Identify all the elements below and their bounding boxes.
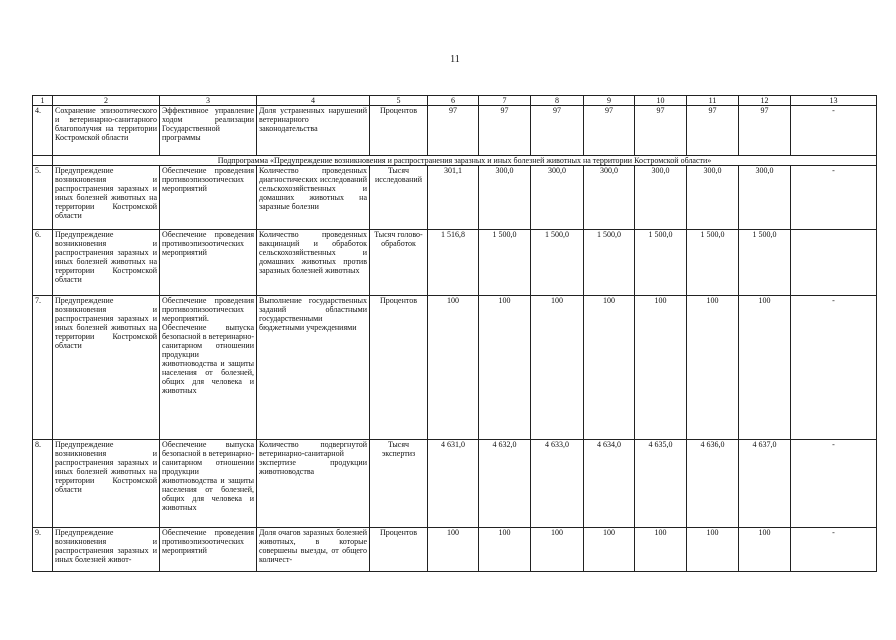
- row-number: 7.: [33, 296, 53, 440]
- column-number: 6: [428, 96, 479, 106]
- unit-cell: Процентов: [370, 106, 428, 156]
- value-cell: 97: [739, 106, 791, 156]
- value-cell: 100: [635, 296, 687, 440]
- value-cell: 100: [687, 528, 739, 572]
- value-cell: 100: [584, 296, 635, 440]
- subprogram-row: [33, 156, 877, 166]
- value-cell: 1 516,8: [428, 230, 479, 296]
- table-row: [33, 166, 877, 230]
- value-cell: 100: [635, 528, 687, 572]
- value-cell: 100: [479, 296, 531, 440]
- value-cell: 97: [687, 106, 739, 156]
- value-cell: 4 637,0: [739, 440, 791, 528]
- page-number: 11: [450, 54, 460, 65]
- column-number: 7: [479, 96, 531, 106]
- value-cell: -: [791, 106, 877, 156]
- value-cell: 300,0: [531, 166, 584, 230]
- value-cell: 300,0: [687, 166, 739, 230]
- unit-cell: Тысяч голово-обработок: [370, 230, 428, 296]
- column-number: 8: [531, 96, 584, 106]
- value-cell: 97: [635, 106, 687, 156]
- value-cell: 1 500,0: [479, 230, 531, 296]
- row-number: 4.: [33, 106, 53, 156]
- value-cell: -: [791, 440, 877, 528]
- indicator-cell: Доля очагов заразных болезней животных, в которые совершены выезды, от общего количест-: [257, 528, 370, 572]
- task-cell: Обеспечение проведения противоэпизоотических мероприятий. Обеспечение выпуска безопасной в ветеринарно-санитарном отношении продукции животноводства и защиты населения от болезней, общих для человека и животных: [160, 296, 257, 440]
- goal-cell: Предупреждение возникновения и распространения заразных и иных болезней животных на территории Костромской области: [53, 230, 160, 296]
- table-row: [33, 440, 877, 528]
- row-number: 9.: [33, 528, 53, 572]
- value-cell: 4 636,0: [687, 440, 739, 528]
- column-number: 3: [160, 96, 257, 106]
- value-cell: 100: [428, 528, 479, 572]
- value-cell: 301,1: [428, 166, 479, 230]
- subprogram-title: Подпрограмма «Предупреждение возникновения и распространения заразных и иных болезней животных на территории Костромской области»: [53, 156, 877, 166]
- table-row: [33, 528, 877, 572]
- value-cell: 300,0: [479, 166, 531, 230]
- value-cell: 4 631,0: [428, 440, 479, 528]
- value-cell: [791, 230, 877, 296]
- indicator-cell: Количество проведенных диагностических исследований сельскохозяйственных и домашних животных на заразные болезни: [257, 166, 370, 230]
- value-cell: 4 635,0: [635, 440, 687, 528]
- value-cell: 100: [584, 528, 635, 572]
- goal-cell: Предупреждение возникновения и распространения заразных и иных болезней животных на территории Костромской области: [53, 440, 160, 528]
- table-row: [33, 106, 877, 156]
- unit-cell: Тысяч экспертиз: [370, 440, 428, 528]
- value-cell: 1 500,0: [635, 230, 687, 296]
- column-number: 4: [257, 96, 370, 106]
- goal-cell: Сохранение эпизоотического и ветеринарно-санитарного благополучия на территории Костромской области: [53, 106, 160, 156]
- value-cell: 4 633,0: [531, 440, 584, 528]
- goal-cell: Предупреждение возникновения и распространения заразных и иных болезней животных на территории Костромской области: [53, 296, 160, 440]
- column-number-row: [33, 96, 877, 106]
- goal-cell: Предупреждение возникновения и распространения заразных и иных болезней живот-: [53, 528, 160, 572]
- value-cell: 100: [428, 296, 479, 440]
- indicator-cell: Количество проведенных вакцинаций и обработок сельскохозяйственных и домашних животных против заразных болезней животных: [257, 230, 370, 296]
- value-cell: 1 500,0: [739, 230, 791, 296]
- value-cell: 4 634,0: [584, 440, 635, 528]
- task-cell: Обеспечение выпуска безопасной в ветеринарно-санитарном отношении продукции животноводства и защиты населения от болезней, общих для человека и животных: [160, 440, 257, 528]
- value-cell: 4 632,0: [479, 440, 531, 528]
- value-cell: 100: [531, 528, 584, 572]
- task-cell: Обеспечение проведения противоэпизоотических мероприятий: [160, 528, 257, 572]
- value-cell: -: [791, 528, 877, 572]
- unit-cell: Тысяч исследований: [370, 166, 428, 230]
- value-cell: 1 500,0: [584, 230, 635, 296]
- value-cell: 100: [739, 296, 791, 440]
- row-number: 5.: [33, 166, 53, 230]
- value-cell: 300,0: [635, 166, 687, 230]
- column-number: 1: [33, 96, 53, 106]
- column-number: 12: [739, 96, 791, 106]
- value-cell: 1 500,0: [687, 230, 739, 296]
- indicator-cell: Доля устраненных нарушений ветеринарного законодательства: [257, 106, 370, 156]
- value-cell: 97: [531, 106, 584, 156]
- task-cell: Обеспечение проведения противоэпизоотических мероприятий: [160, 166, 257, 230]
- task-cell: Обеспечение проведения противоэпизоотических мероприятий: [160, 230, 257, 296]
- table-row: [33, 230, 877, 296]
- column-number: 2: [53, 96, 160, 106]
- task-cell: Эффективное управление ходом реализации Государственной программы: [160, 106, 257, 156]
- column-number: 9: [584, 96, 635, 106]
- column-number: 11: [687, 96, 739, 106]
- value-cell: 300,0: [584, 166, 635, 230]
- column-number: 13: [791, 96, 877, 106]
- value-cell: 100: [531, 296, 584, 440]
- table-row: [33, 296, 877, 440]
- column-number: 5: [370, 96, 428, 106]
- value-cell: 100: [479, 528, 531, 572]
- row-number: 8.: [33, 440, 53, 528]
- indicators-table: [32, 95, 877, 572]
- value-cell: 100: [739, 528, 791, 572]
- value-cell: 97: [584, 106, 635, 156]
- value-cell: 300,0: [739, 166, 791, 230]
- column-number: 10: [635, 96, 687, 106]
- unit-cell: Процентов: [370, 296, 428, 440]
- indicator-cell: Количество подвергнутой ветеринарно-санитарной экспертизе продукции животноводства: [257, 440, 370, 528]
- value-cell: -: [791, 166, 877, 230]
- goal-cell: Предупреждение возникновения и распространения заразных и иных болезней животных на территории Костромской области: [53, 166, 160, 230]
- row-number: 6.: [33, 230, 53, 296]
- value-cell: -: [791, 296, 877, 440]
- indicator-cell: Выполнение государственных заданий областными государственными бюджетными учреждениями: [257, 296, 370, 440]
- value-cell: 1 500,0: [531, 230, 584, 296]
- unit-cell: Процентов: [370, 528, 428, 572]
- value-cell: 97: [428, 106, 479, 156]
- value-cell: 97: [479, 106, 531, 156]
- value-cell: 100: [687, 296, 739, 440]
